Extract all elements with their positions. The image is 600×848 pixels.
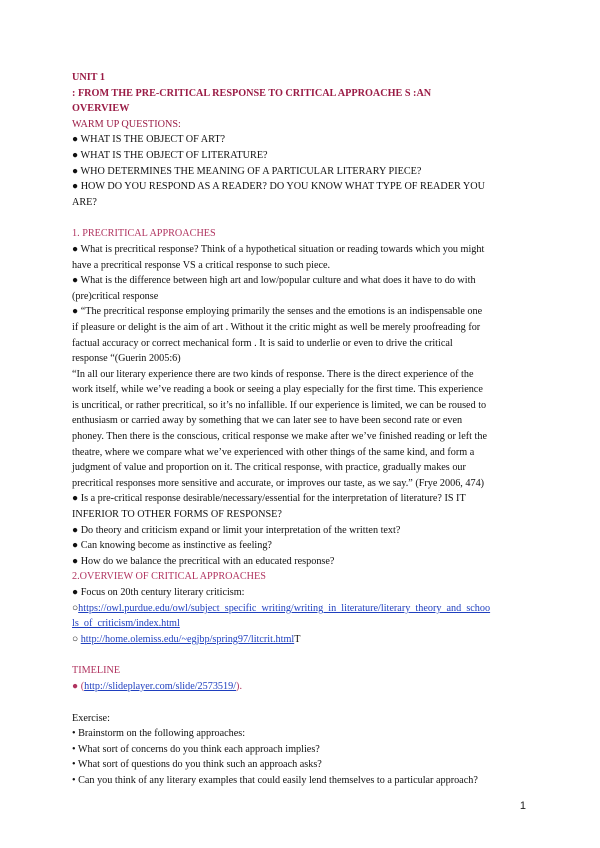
- section-heading-precritical: 1. PRECRITICAL APPROACHES: [72, 228, 216, 240]
- timeline-bullet: ● (: [72, 680, 85, 692]
- precritical-question: ● Can knowing become as instinctive as feeling?: [72, 540, 272, 552]
- warmup-question-4b: ARE?: [72, 196, 97, 208]
- timeline-row: [72, 679, 532, 695]
- quote-frye: enthusiasm or carried away by something that we can later see to have been second rate or even: [72, 415, 463, 427]
- circle-bullet-icon: ○: [72, 633, 79, 645]
- exercise-heading: Exercise:: [72, 712, 110, 724]
- precritical-question: ● How do we balance the precritical with an educated response?: [72, 555, 335, 567]
- document-page: [72, 70, 532, 789]
- quote-frye: phoney. Then there is the conscious, critical response we make after we’ve finished reading or left the: [72, 431, 487, 443]
- precritical-question: INFERIOR TO OTHER FORMS OF RESPONSE?: [72, 509, 282, 521]
- link-suffix: T: [294, 633, 301, 645]
- purdue-owl-link-continued[interactable]: ls_of_criticism/index.html: [72, 618, 180, 630]
- section-heading-overview: 2.OVERVIEW OF CRITICAL APPROACHES: [72, 571, 266, 583]
- quote-frye: judgment of value and proportion on it. The critical response, with practice, gradually makes our: [72, 462, 466, 474]
- precritical-line: have a precritical response VS a critical response to such piece.: [72, 259, 331, 271]
- overview-line: ● Focus on 20th century literary criticism:: [72, 587, 245, 598]
- overview-link-row-1: [72, 601, 532, 617]
- precritical-line: ● What is precritical response? Think of a hypothetical situation or reading towards which you might: [72, 243, 485, 255]
- spacer: [72, 647, 532, 663]
- unit-label: UNIT 1: [72, 72, 105, 83]
- quote-frye: work itself, while we’ve reading a book or seeing a play especially for the first time. This experience: [72, 384, 483, 396]
- warmup-question-4a: ● HOW DO YOU RESPOND AS A READER? DO YOU KNOW WHAT TYPE OF READER YOU: [72, 181, 486, 193]
- quote-frye: theatre, where we compare what we’ve experienced with other things of the same kind, and form a: [72, 446, 475, 458]
- exercise-item: • Brainstorm on the following approaches:: [72, 728, 246, 740]
- overview-link-row-1b: [72, 616, 532, 632]
- precritical-question: ● Is a pre-critical response desirable/necessary/essential for the interpretation of literature? IS IT: [72, 493, 466, 505]
- exercise-item: • Can you think of any literary examples that could easily lend themselves to a particular approach?: [72, 774, 478, 786]
- olemiss-litcrit-link[interactable]: http://home.olemiss.edu/~egjbp/spring97/litcrit.html: [80, 633, 295, 645]
- warmup-heading: WARM UP QUESTIONS:: [72, 118, 181, 130]
- unit-title-line2: OVERVIEW: [72, 103, 130, 115]
- exercise-item: • What sort of concerns do you think each approach implies?: [72, 743, 320, 755]
- warmup-question-3: ● WHO DETERMINES THE MEANING OF A PARTICULAR LITERARY PIECE?: [72, 165, 422, 177]
- warmup-question-2: ● WHAT IS THE OBJECT OF LITERATURE?: [72, 149, 268, 161]
- quote-guerin: response “(Guerin 2005:6): [72, 353, 181, 365]
- quote-guerin: ● “The precritical response employing primarily the senses and the emotions is an indispensable one: [72, 306, 483, 318]
- circle-bullet-icon: ○: [72, 602, 79, 614]
- warmup-question-1: ● WHAT IS THE OBJECT OF ART?: [72, 134, 226, 146]
- quote-guerin: if pleasure or delight is the aim of art . Without it the critic might as well be merely proofreading for: [72, 321, 481, 333]
- precritical-line: ● What is the difference between high art and low/popular culture and what does it have to do with: [72, 275, 476, 287]
- overview-link-row-2: [72, 632, 532, 648]
- slideplayer-link[interactable]: http://slideplayer.com/slide/2573519/: [84, 680, 237, 692]
- quote-frye: precritical responses more sensitive and accurate, or improves our taste, as we say.” (Frye 2006, 474): [72, 477, 485, 489]
- quote-frye: is uncritical, or rather precritical, so it’s no infallible. If our experience is limited, we can be roused to: [72, 399, 487, 411]
- quote-guerin: factual accuracy or correct mechanical form . It is said to underlie or even to drive the critical: [72, 337, 453, 349]
- unit-title-line1: : FROM THE PRE-CRITICAL RESPONSE TO CRITICAL APPROACHE S :AN: [72, 87, 432, 99]
- section-heading-timeline: TIMELINE: [72, 665, 121, 677]
- precritical-line: (pre)critical response: [72, 290, 159, 302]
- purdue-owl-link[interactable]: https://owl.purdue.edu/owl/subject_specific_writing/writing_in_literature/literary_theory_and_schoo: [78, 602, 491, 614]
- page-number: 1: [519, 800, 526, 812]
- spacer: [72, 210, 532, 226]
- spacer: [72, 695, 532, 711]
- timeline-suffix: ).: [236, 680, 242, 692]
- quote-frye: “In all our literary experience there are two kinds of response. There is the direct experience of the: [72, 368, 474, 380]
- exercise-item: • What sort of questions do you think such an approach asks?: [72, 759, 322, 771]
- precritical-question: ● Do theory and criticism expand or limit your interpretation of the written text?: [72, 524, 401, 536]
